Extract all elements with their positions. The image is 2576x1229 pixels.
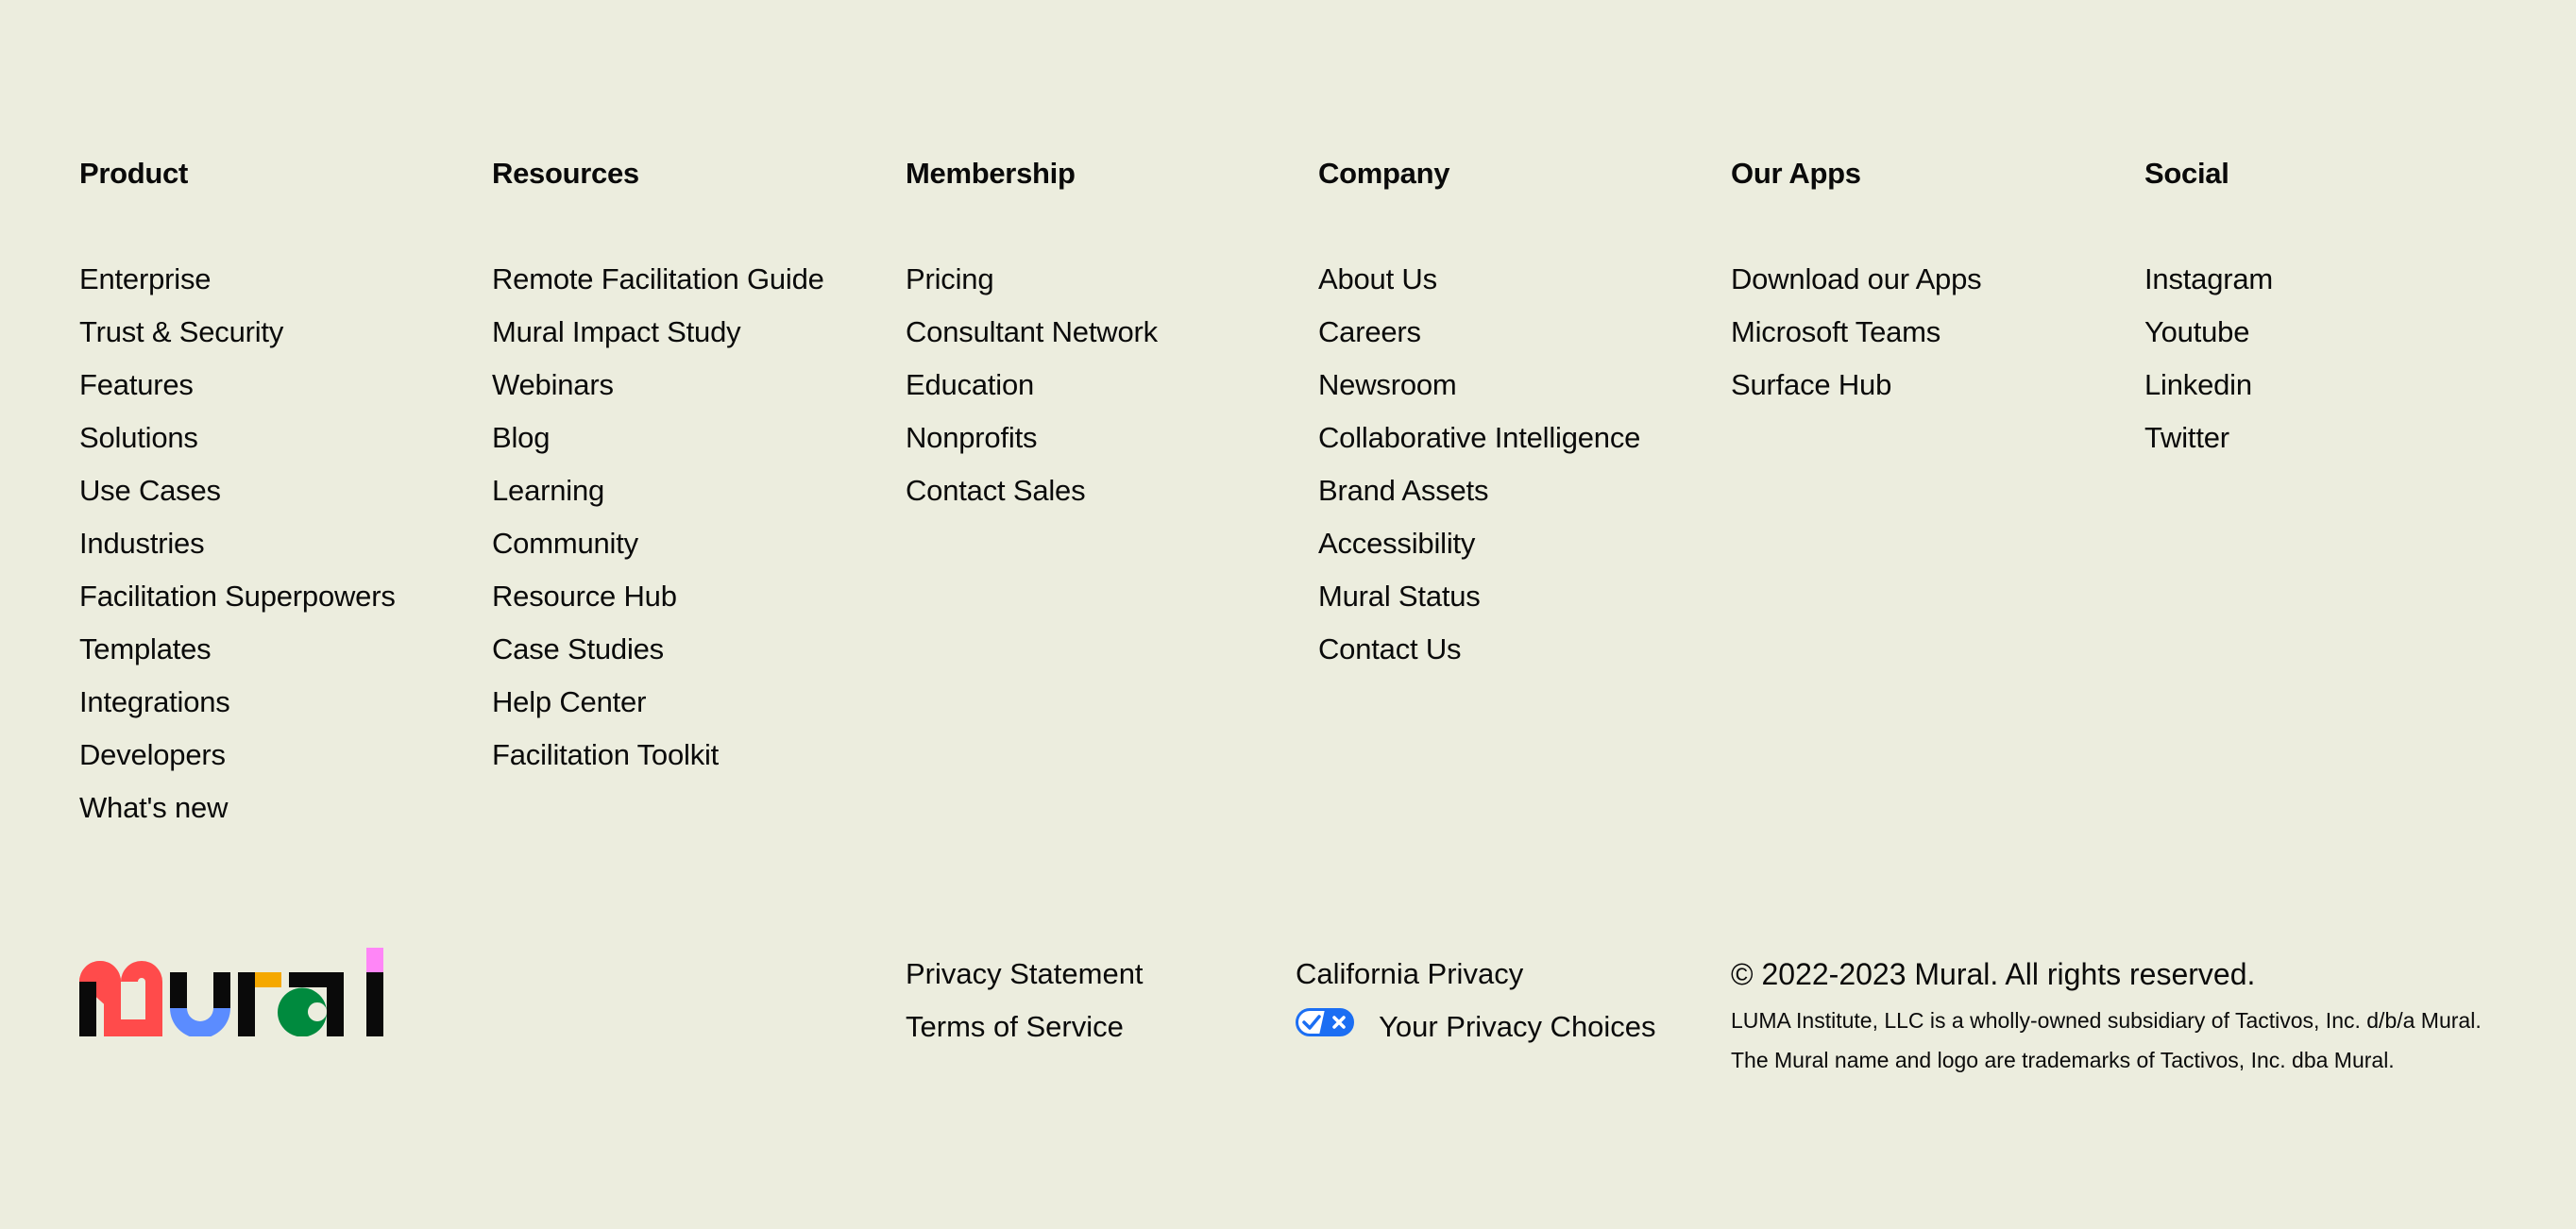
link-community[interactable]: Community [492,527,638,560]
footer-column-product [79,155,476,834]
link-nonprofits[interactable]: Nonprofits [906,421,1038,454]
footer-link [79,782,476,834]
link-enterprise[interactable]: Enterprise [79,262,212,295]
link-twitter[interactable]: Twitter [2144,421,2229,454]
link-mural-status[interactable]: Mural Status [1318,580,1481,613]
legal-links-primary [906,948,1144,1053]
column-heading: Membership [906,157,1076,190]
link-contact-sales[interactable]: Contact Sales [906,474,1086,507]
link-instagram[interactable]: Instagram [2144,262,2274,295]
footer-link [1318,253,1715,306]
footer-link [492,412,889,464]
footer-column-resources [492,155,889,782]
footer-column-membership [906,155,1302,517]
link-terms-of-service[interactable]: Terms of Service [906,1010,1124,1043]
link-mural-impact-study[interactable]: Mural Impact Study [492,315,741,348]
link-whats-new[interactable]: What's new [79,791,229,824]
column-heading: Our Apps [1731,157,1861,190]
footer-link [2144,412,2541,464]
footer-link [79,676,476,729]
link-education[interactable]: Education [906,368,1035,401]
footer-link [492,253,889,306]
link-pricing[interactable]: Pricing [906,262,994,295]
footer-link [906,412,1302,464]
link-collaborative-intelligence[interactable]: Collaborative Intelligence [1318,421,1641,454]
link-industries[interactable]: Industries [79,527,205,560]
footer-column-our-apps [1731,155,2127,412]
column-heading: Company [1318,157,1450,190]
link-newsroom[interactable]: Newsroom [1318,368,1457,401]
footer-link [2144,306,2541,359]
footer-link [1318,570,1715,623]
privacy-choices-label: Your Privacy Choices [1379,1010,1656,1043]
link-use-cases[interactable]: Use Cases [79,474,221,507]
link-download-apps[interactable]: Download our Apps [1731,262,1982,295]
link-facilitation-superpowers[interactable]: Facilitation Superpowers [79,580,396,613]
link-linkedin[interactable]: Linkedin [2144,368,2252,401]
footer-link [1318,623,1715,676]
link-developers[interactable]: Developers [79,738,226,771]
link-accessibility[interactable]: Accessibility [1318,527,1476,560]
link-surface-hub[interactable]: Surface Hub [1731,368,1892,401]
footer-link [79,623,476,676]
link-your-privacy-choices[interactable] [1296,1001,1656,1053]
footer-column-company [1318,155,1715,676]
footer-link [906,253,1302,306]
column-heading: Resources [492,157,639,190]
footer-link [492,517,889,570]
link-facilitation-toolkit[interactable]: Facilitation Toolkit [492,738,720,771]
legal-links-privacy [1296,948,1656,1053]
link-remote-facilitation-guide[interactable]: Remote Facilitation Guide [492,262,824,295]
footer-link [79,464,476,517]
footer-link [492,359,889,412]
link-youtube[interactable]: Youtube [2144,315,2250,348]
copyright-text: © 2022-2023 Mural. All rights reserved. [1731,957,2256,991]
footer-link [1318,464,1715,517]
link-contact-us[interactable]: Contact Us [1318,632,1462,665]
copyright-block [1731,948,2482,1080]
footer-link [1318,517,1715,570]
link-integrations[interactable]: Integrations [79,685,230,718]
footer-link [2144,253,2541,306]
link-consultant-network[interactable]: Consultant Network [906,315,1158,348]
footer-link [79,570,476,623]
link-brand-assets[interactable]: Brand Assets [1318,474,1489,507]
footer-link [906,359,1302,412]
footer-link [79,306,476,359]
footer-link [1731,306,2127,359]
column-heading: Social [2144,157,2229,190]
mural-logo[interactable] [79,948,383,1036]
link-privacy-statement[interactable]: Privacy Statement [906,957,1144,990]
footer-link [1731,253,2127,306]
footer-link [492,623,889,676]
footer-link [79,359,476,412]
footer-link [79,517,476,570]
link-careers[interactable]: Careers [1318,315,1421,348]
link-features[interactable]: Features [79,368,194,401]
footer-link [1318,359,1715,412]
footer-link [492,570,889,623]
privacy-toggle-icon [1296,1008,1354,1036]
footer-link [492,306,889,359]
subsidiary-note: LUMA Institute, LLC is a wholly-owned subsidiary of Tactivos, Inc. d/b/a Mural. [1731,1008,2482,1033]
link-trust-security[interactable]: Trust & Security [79,315,284,348]
link-webinars[interactable]: Webinars [492,368,614,401]
link-case-studies[interactable]: Case Studies [492,632,664,665]
footer-link [79,253,476,306]
link-solutions[interactable]: Solutions [79,421,198,454]
footer-column-social [2144,155,2541,464]
footer-link [492,676,889,729]
footer-link [1318,306,1715,359]
link-blog[interactable]: Blog [492,421,551,454]
column-heading: Product [79,157,189,190]
link-california-privacy[interactable]: California Privacy [1296,957,1524,990]
trademark-note: The Mural name and logo are trademarks of Tactivos, Inc. dba Mural. [1731,1048,2395,1072]
footer-link [79,729,476,782]
footer-link [2144,359,2541,412]
footer-link [492,464,889,517]
link-learning[interactable]: Learning [492,474,605,507]
link-about-us[interactable]: About Us [1318,262,1437,295]
link-templates[interactable]: Templates [79,632,212,665]
footer-link [1318,412,1715,464]
link-help-center[interactable]: Help Center [492,685,647,718]
footer-link [906,464,1302,517]
footer-link [1731,359,2127,412]
link-resource-hub[interactable]: Resource Hub [492,580,677,613]
footer-link [492,729,889,782]
footer-link [906,306,1302,359]
link-microsoft-teams[interactable]: Microsoft Teams [1731,315,1941,348]
footer-link [79,412,476,464]
